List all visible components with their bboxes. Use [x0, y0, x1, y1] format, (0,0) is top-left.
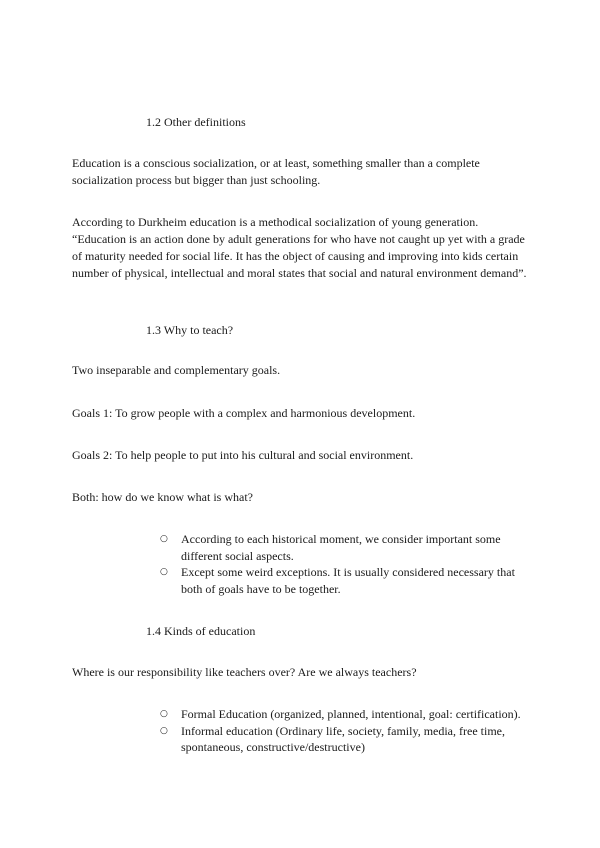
list-item [160, 531, 530, 564]
list-item [160, 706, 530, 723]
list-item-text: Except some weird exceptions. It is usually considered necessary that both of goals have to be together. [181, 565, 515, 596]
circle-bullet-icon: ○ [160, 725, 168, 736]
circle-bullet-icon: ○ [160, 709, 168, 719]
list-item-text: Formal Education (organized, planned, intentional, goal: certification). [181, 707, 521, 721]
list-item [160, 723, 530, 756]
section-heading-1-2: 1.2 Other definitions [146, 115, 246, 129]
circle-bullet-icon: ○ [160, 567, 168, 577]
circle-bullet-icon: ○ [160, 534, 168, 544]
section-heading-1-3: 1.3 Why to teach? [146, 323, 234, 337]
list-item-text: Informal education (Ordinary life, society, family, media, free time, spontaneous, constructive/destructive) [181, 723, 505, 754]
paragraph-goal-2: Goals 2: To help people to put into his cultural and social environment. [72, 448, 414, 462]
paragraph-goal-1: Goals 1: To grow people with a complex and harmonious development. [72, 406, 416, 420]
why-teach-bullet-list [160, 531, 530, 597]
paragraph-both: Both: how do we know what is what? [72, 490, 253, 504]
paragraph-responsibility: Where is our responsibility like teachers over? Are we always teachers? [72, 665, 417, 679]
list-item-text: According to each historical moment, we consider important some different social aspects. [181, 532, 501, 563]
kinds-education-bullet-list [160, 706, 530, 756]
list-item [160, 564, 530, 597]
section-heading-1-4: 1.4 Kinds of education [146, 624, 256, 638]
paragraph-durkheim: According to Durkheim education is a methodical socialization of young generation. “Education is an action done by adult generations for who have not caught up yet with a grade of maturity needed for social life. It has the object of causing and improving into kids certain number of physical, intellectual and moral states that social and natural environment demand”. [72, 215, 527, 280]
paragraph-socialization: Education is a conscious socialization, or at least, something smaller than a complete socialization process but bigger than just schooling. [72, 156, 480, 187]
paragraph-two-goals: Two inseparable and complementary goals. [72, 363, 281, 377]
